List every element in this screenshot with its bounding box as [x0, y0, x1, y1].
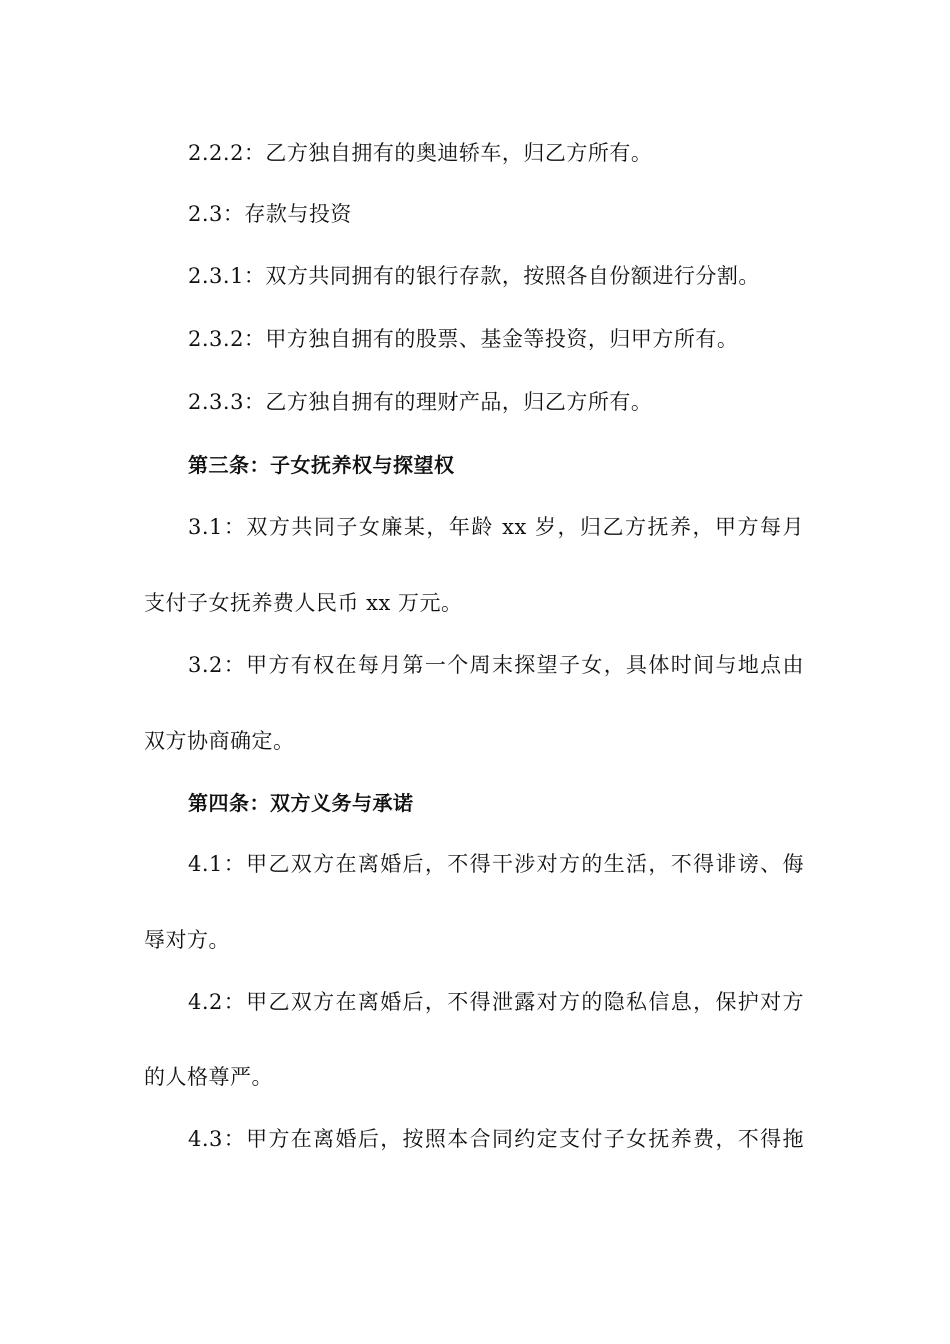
clause-2-2-2: 2.2.2：乙方独自拥有的奥迪轿车，归乙方所有。: [188, 141, 653, 165]
clause-2-3-1: 2.3.1：双方共同拥有的银行存款，按照各自份额进行分割。: [188, 264, 760, 288]
clause-4-3-line-1: 4.3：甲方在离婚后，按照本合同约定支付子女抚养费，不得拖: [188, 1127, 804, 1151]
clause-3-2-line-1: 3.2：甲方有权在每月第一个周末探望子女，具体时间与地点由: [188, 653, 804, 677]
clause-4-1-line-2: 辱对方。: [144, 928, 230, 952]
clause-4-2-line-1: 4.2：甲乙双方在离婚后，不得泄露对方的隐私信息，保护对方: [188, 990, 804, 1014]
clause-4-1-line-1: 4.1：甲乙双方在离婚后，不得干涉对方的生活，不得诽谤、侮: [188, 852, 804, 876]
clause-3-1-line-2: 支付子女抚养费人民币 xx 万元。: [144, 591, 463, 615]
clause-2-3-3: 2.3.3：乙方独自拥有的理财产品，归乙方所有。: [188, 390, 653, 414]
section-2-3-title: 2.3：存款与投资: [188, 202, 352, 226]
clause-3-2-line-2: 双方协商确定。: [144, 729, 295, 753]
clause-4-2-line-2: 的人格尊严。: [144, 1065, 273, 1089]
article-4-heading: 第四条：双方义务与承诺: [188, 791, 414, 815]
article-3-heading: 第三条：子女抚养权与探望权: [188, 453, 455, 477]
clause-2-3-2: 2.3.2：甲方独自拥有的股票、基金等投资，归甲方所有。: [188, 327, 739, 351]
clause-3-1-line-1: 3.1：双方共同子女廉某，年龄 xx 岁，归乙方抚养，甲方每月: [188, 515, 804, 539]
